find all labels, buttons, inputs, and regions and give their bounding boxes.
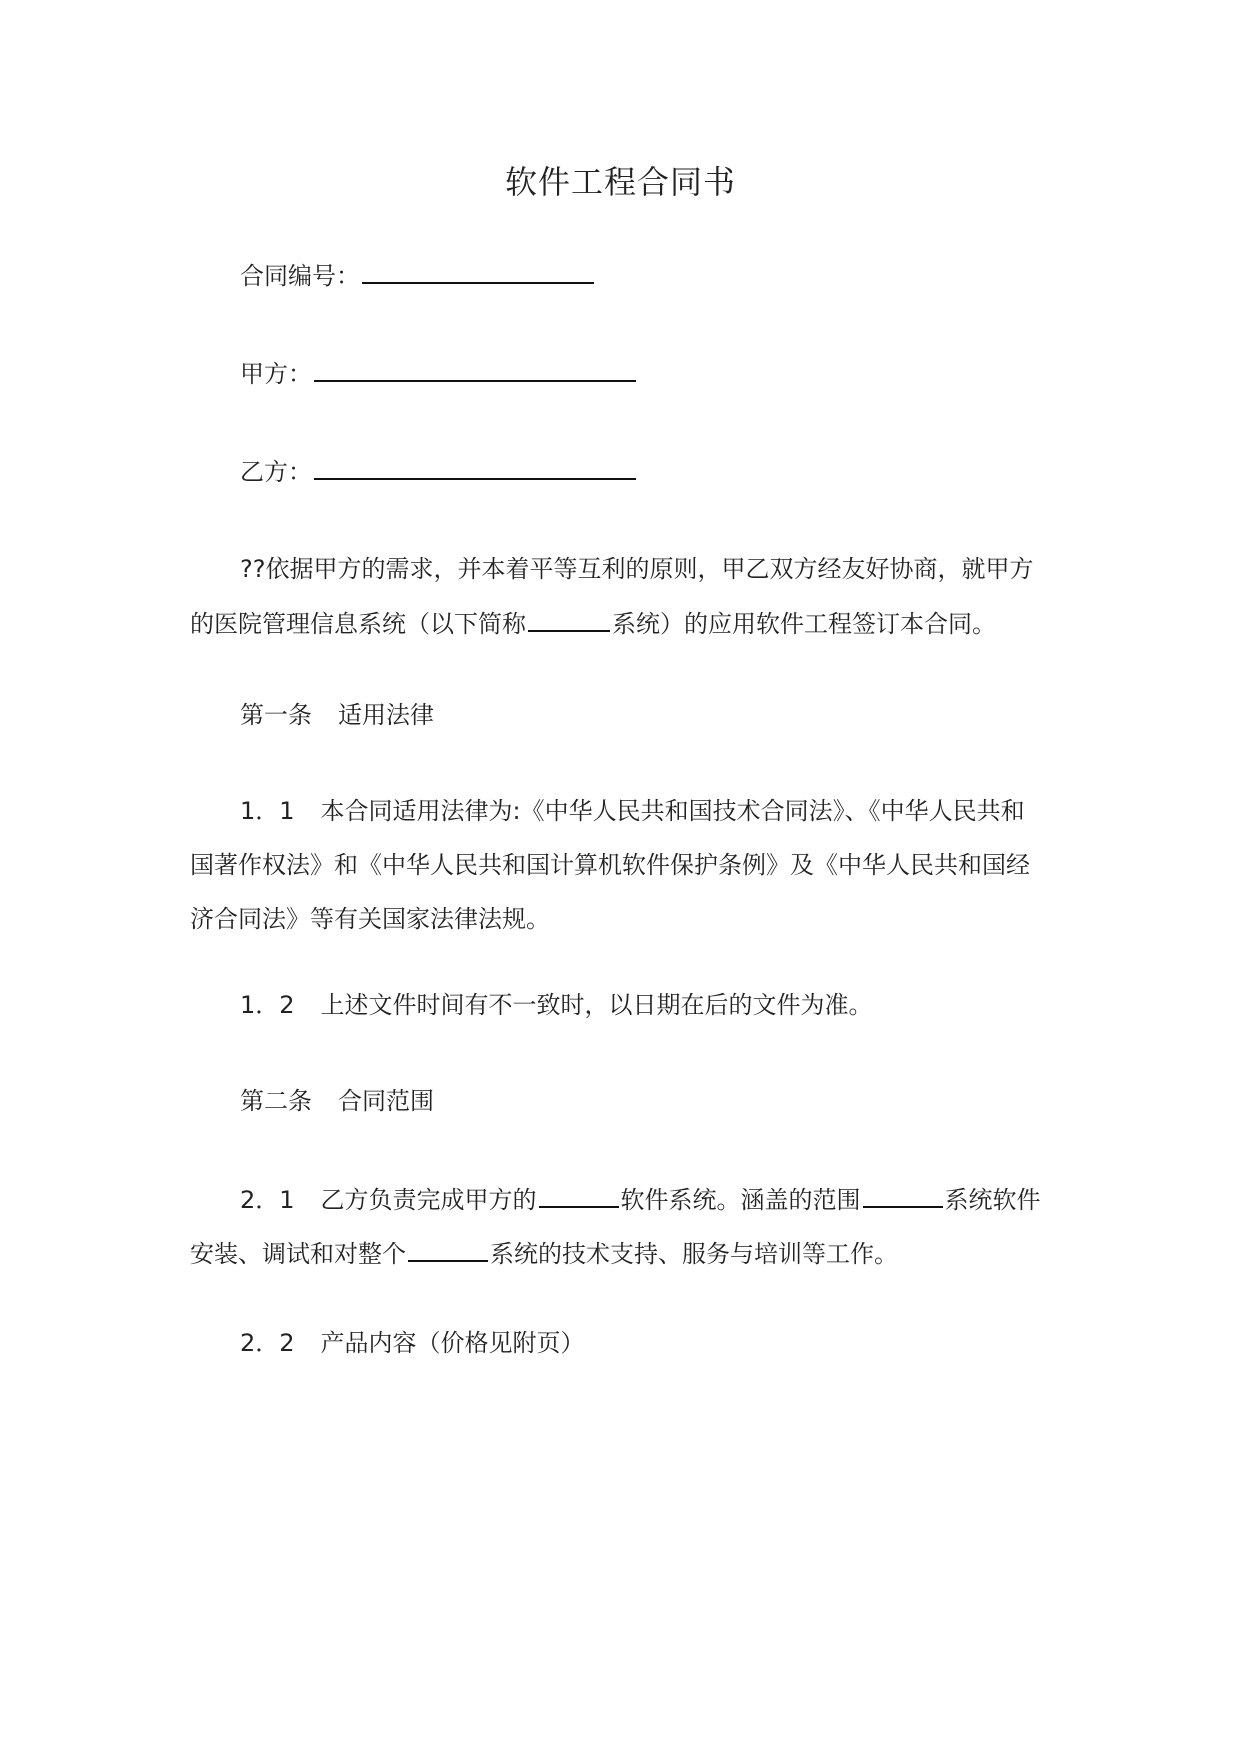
clause-2-1-text-d: 安装、调试和对整个 [190,1240,406,1268]
party-b-label: 乙方： [240,458,312,486]
party-a-label: 甲方： [240,360,312,388]
clause-1-1-line-3: 济合同法》等有关国家法律法规。 [190,905,550,933]
software-system-blank[interactable] [539,1182,619,1208]
clause-1-1-line-2: 国著作权法》和《中华人民共和国计算机软件保护条例》及《中华人民共和国经 [190,851,1030,879]
clause-1-1-text-1: 本合同适用法律为:《中华人民共和国技术合同法》、《中华人民共和 [320,797,1025,825]
scope-system-blank[interactable] [863,1182,943,1208]
clause-1-2 [240,988,873,1022]
article-2-number: 第二条 [240,1087,312,1115]
clause-2-1-line-2 [190,1236,898,1271]
party-b-blank[interactable] [314,454,636,480]
article-1-title: 适用法律 [338,701,434,729]
clause-1-2-number: 1．2 [240,991,295,1019]
article-1-heading [240,698,434,732]
intro-line-2 [190,606,996,641]
clause-1-1-line-1 [240,794,1025,828]
system-name-blank[interactable] [528,606,610,632]
clause-2-1-text-b: 软件系统。涵盖的范围 [620,1186,861,1214]
clause-2-2-text: 产品内容（价格见附页） [320,1329,585,1357]
whole-system-blank[interactable] [408,1236,488,1262]
clause-2-1-text-a: 乙方负责完成甲方的 [320,1186,537,1214]
party-a-blank[interactable] [314,356,636,382]
clause-2-1-text-e: 系统的技术支持、服务与培训等工作。 [490,1240,898,1268]
contract-number-label: 合同编号： [240,262,360,290]
article-2-title: 合同范围 [338,1087,434,1115]
party-b-line [240,454,638,489]
clause-2-1-number: 2．1 [240,1186,295,1214]
clause-2-1-line-1 [240,1182,1041,1217]
clause-2-2-number: 2．2 [240,1329,295,1357]
clause-2-1-text-c: 系统软件 [944,1186,1041,1214]
intro-line-1: ??依据甲方的需求，并本着平等互利的原则，甲乙双方经友好协商，就甲方 [240,555,1034,583]
intro-text-a: 的医院管理信息系统（以下简称 [190,610,526,638]
contract-number-blank[interactable] [362,258,594,284]
intro-text-b: 系统）的应用软件工程签订本合同。 [612,610,996,638]
clause-2-2 [240,1326,585,1360]
party-a-line [240,356,638,391]
document-title: 软件工程合同书 [504,163,736,201]
contract-number-line [240,258,596,293]
clause-1-2-text: 上述文件时间有不一致时，以日期在后的文件为准。 [320,991,873,1019]
article-2-heading [240,1084,434,1118]
clause-1-1-number: 1．1 [240,797,295,825]
article-1-number: 第一条 [240,701,312,729]
